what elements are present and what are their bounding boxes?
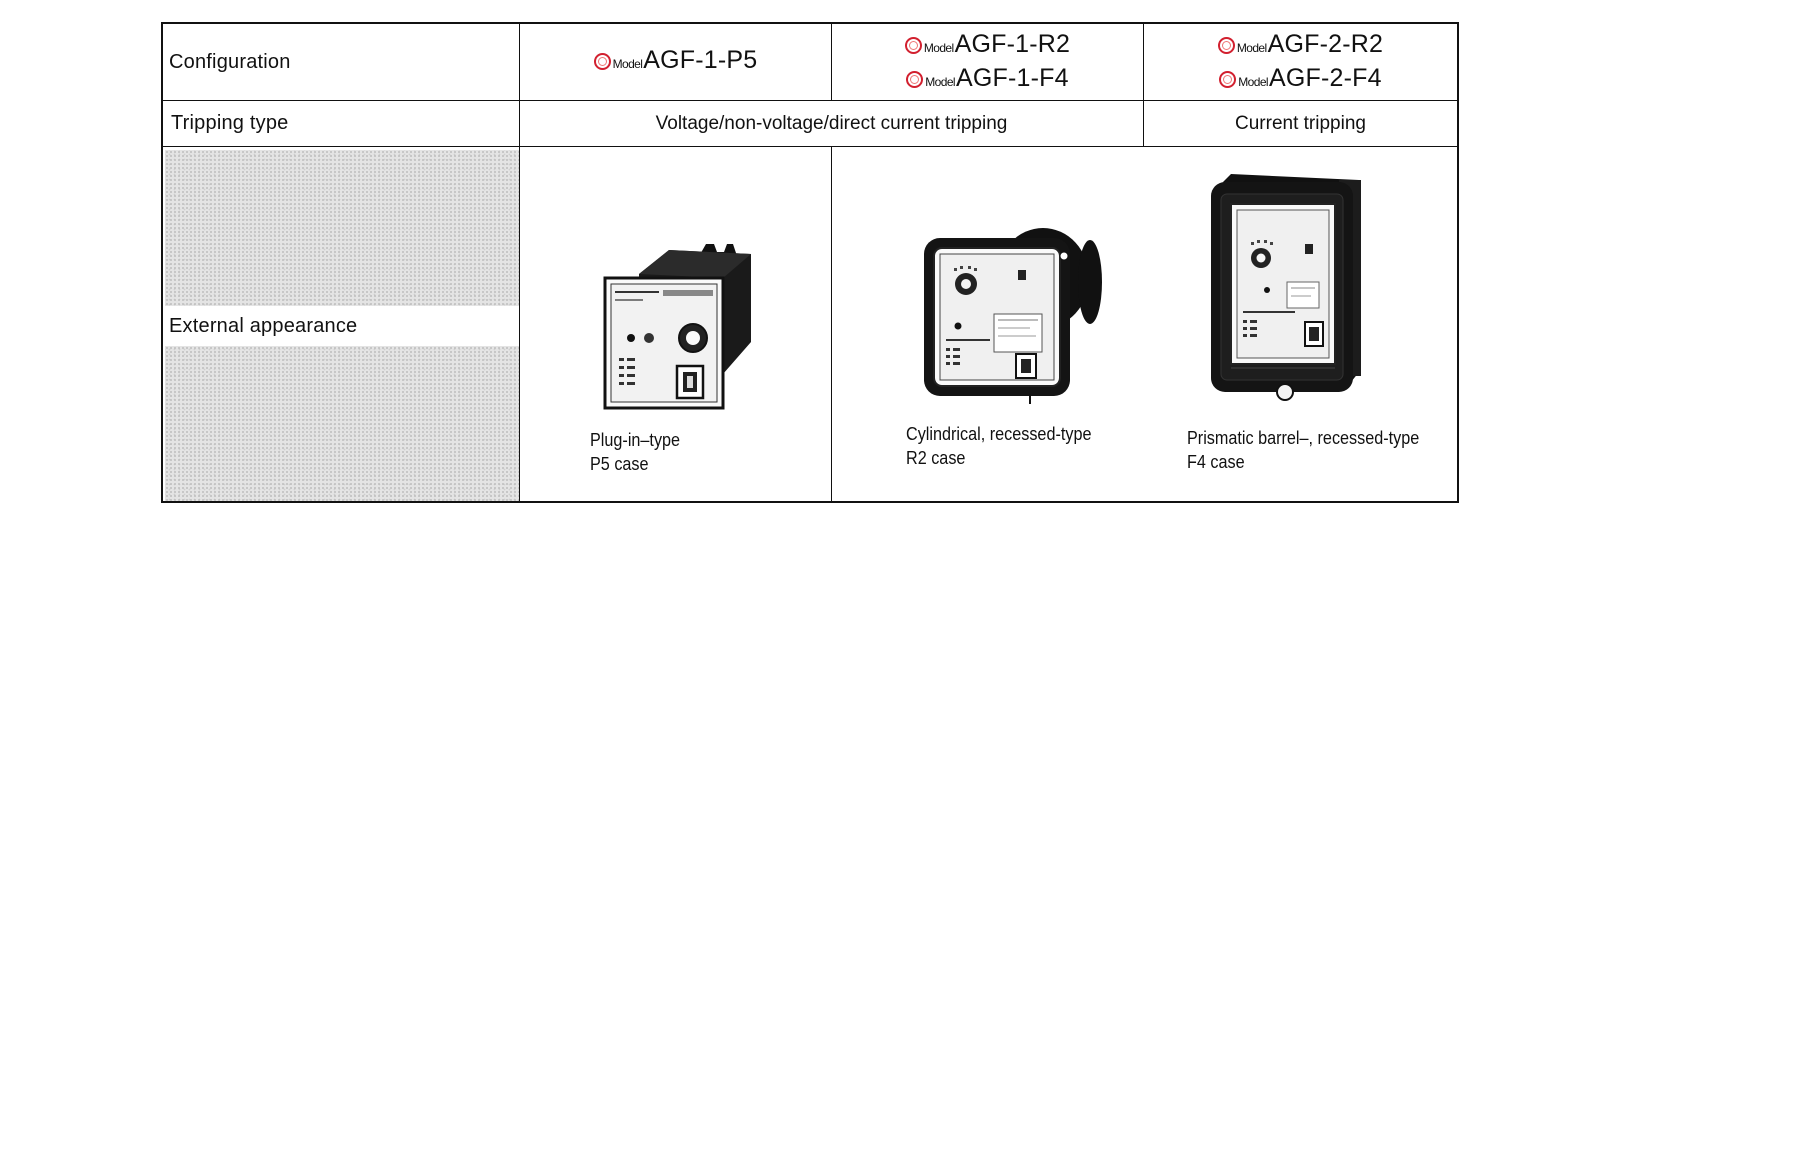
caption-cylindrical	[906, 422, 1091, 470]
caption-prismatic	[1187, 426, 1419, 474]
model-code: AGF-1-R2	[954, 30, 1071, 58]
tripping-type-label: Tripping type	[171, 111, 289, 134]
model-code: AGF-2-F4	[1268, 64, 1382, 92]
model-prefix: Model	[925, 75, 955, 89]
circle-mark-icon	[1218, 37, 1235, 54]
tripping-voltage-text: Voltage/non-voltage/direct current tripping	[655, 112, 1008, 134]
caption-line: P5 case	[590, 454, 649, 474]
external-appearance-label: External appearance	[169, 314, 358, 337]
caption-line: R2 case	[906, 448, 966, 468]
tripping-voltage-cell	[520, 101, 1143, 146]
cylindrical-relay-photo	[918, 222, 1118, 404]
caption-line: Plug-in–type	[590, 430, 681, 450]
row-divider	[163, 146, 1457, 147]
caption-line: Cylindrical, recessed-type	[906, 424, 1092, 444]
model-code: AGF-2-R2	[1267, 30, 1384, 58]
model-line	[1219, 63, 1381, 97]
circle-mark-icon	[905, 37, 922, 54]
caption-plug-in	[590, 428, 680, 476]
model-code: AGF-1-F4	[955, 64, 1069, 92]
tripping-current-text: Current tripping	[1235, 112, 1366, 134]
model-cell-3	[1144, 28, 1457, 98]
model-prefix: Model	[1238, 75, 1268, 89]
model-line	[905, 29, 1070, 63]
model-cell-2	[832, 28, 1143, 98]
model-line	[594, 45, 758, 79]
caption-line: F4 case	[1187, 452, 1245, 472]
model-cell-1	[520, 24, 831, 100]
model-prefix: Model	[923, 41, 954, 55]
model-prefix: Model	[1236, 41, 1267, 55]
row-header-tripping-type	[171, 100, 516, 146]
column-divider	[831, 146, 832, 501]
model-line	[1218, 29, 1383, 63]
circle-mark-icon	[594, 53, 611, 70]
row-header-configuration	[169, 24, 514, 100]
circle-mark-icon	[1219, 71, 1236, 88]
configuration-label: Configuration	[169, 50, 291, 73]
model-code: AGF-1-P5	[643, 46, 758, 74]
row-header-external-appearance	[169, 306, 514, 346]
model-prefix: Model	[612, 57, 643, 71]
circle-mark-icon	[906, 71, 923, 88]
specification-table	[161, 22, 1459, 503]
plug-in-relay-photo	[603, 242, 753, 408]
model-line	[906, 63, 1068, 97]
prismatic-relay-photo	[1209, 172, 1369, 400]
tripping-current-cell	[1144, 101, 1457, 146]
caption-line: Prismatic barrel–, recessed-type	[1187, 428, 1420, 448]
